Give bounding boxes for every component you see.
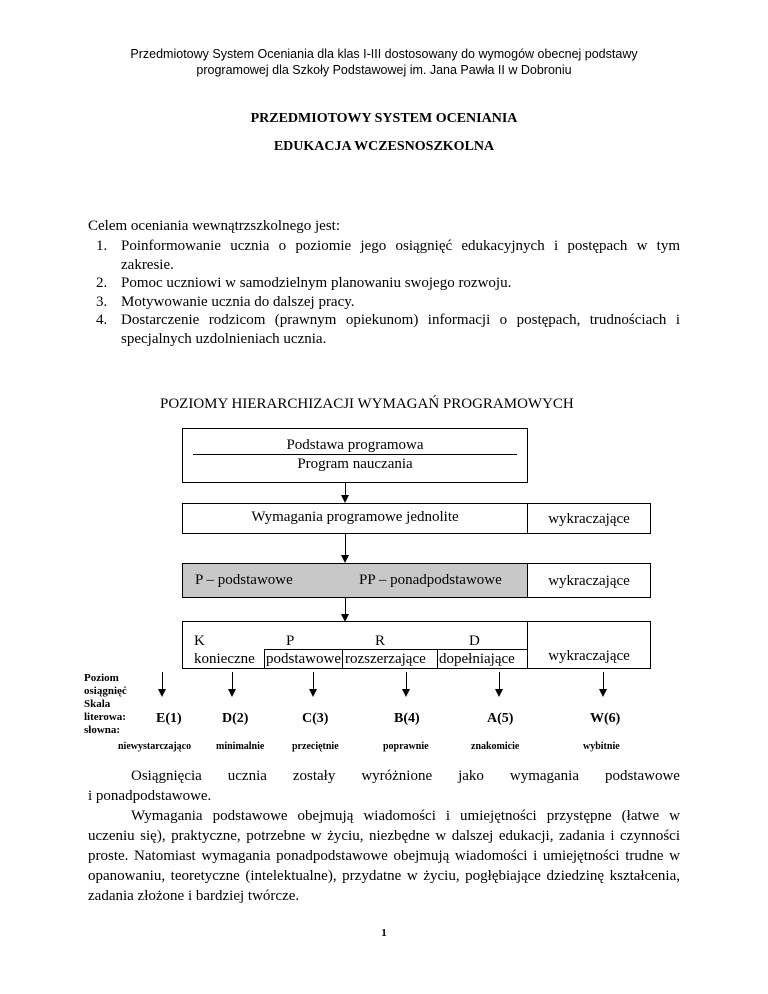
list-item: 4. Dostarczenie rodzicom (prawnym opiekunom) informacji o postępach, trudnościach i specjalnych uzdolnieniach ucznia. [96, 312, 680, 347]
word-outstanding: wybitnie [583, 741, 620, 752]
arrow-down-icon [495, 689, 503, 697]
box2-label: Wymagania programowe jednolite [251, 509, 459, 525]
section-title: POZIOMY HIERARCHIZACJI WYMAGAŃ PROGRAMOWYCH [160, 396, 574, 412]
box-basic-advanced [182, 563, 528, 598]
arrow-down-icon [309, 689, 317, 697]
box1-line2: Program nauczania [297, 456, 413, 472]
list-item: 1. Poinformowanie ucznia o poziomie jego osiągnięć edukacyjnych i postępach w tym zakresie. [96, 238, 680, 273]
intro-text: Celem oceniania wewnątrzszkolnego jest: [88, 218, 340, 234]
level-k: K [194, 633, 205, 649]
arrow-down-icon [341, 495, 349, 503]
document-subtitle: EDUKACJA WCZESNOSZKOLNA [273, 139, 495, 154]
box-exceeding-2 [527, 563, 651, 598]
page-header [0, 46, 768, 78]
level-d: D [469, 633, 480, 649]
header-line-2: programowej dla Szkoły Podstawowej im. Jana Pawła II w Dobroniu [196, 63, 572, 77]
arrow-line [406, 672, 407, 690]
box1-line1: Podstawa programowa [286, 437, 424, 453]
level-p-cell [264, 649, 343, 669]
arrow-down-icon [402, 689, 410, 697]
level-k-word: konieczne [194, 651, 255, 667]
exceeding-label: wykraczające [548, 648, 630, 664]
word-correct: poprawnie [383, 741, 429, 752]
grade-c: C(3) [302, 711, 329, 726]
arrow-down-icon [341, 555, 349, 563]
page-number: 1 [381, 927, 387, 939]
level-r-cell [342, 649, 438, 669]
arrow-line [345, 534, 346, 556]
header-line-1: Przedmiotowy System Oceniania dla klas I-III dostosowany do wymogów obecnej podstawy [130, 47, 638, 61]
list-item: 3. Motywowanie ucznia do dalszej pracy. [96, 293, 355, 310]
arrow-line [603, 672, 604, 690]
grade-w: W(6) [590, 711, 621, 726]
goals-list [96, 237, 680, 348]
arrow-down-icon [599, 689, 607, 697]
scale-label: Poziom osiągnięć Skala literowa: słowna: [84, 672, 127, 736]
arrow-line [313, 672, 314, 690]
list-item: 2. Pomoc uczniowi w samodzielnym planowaniu swojego rozwoju. [96, 275, 512, 291]
box-uniform-requirements [182, 503, 528, 534]
paragraph-1-line-2: i ponadpodstawowe. [88, 788, 212, 804]
word-average: przeciętnie [292, 741, 339, 752]
paragraph-2: Wymagania podstawowe obejmują wiadomości i umiejętności przystępne (łatwe w uczeniu się), praktyczne, potrzebne w życiu, niezbędne w dalszej edukacji, zadania i czynności proste. Natomiast wymagania ponadpodstawowe obejmują wiadomości i umiejętności trudne w opanowaniu, teoretyczne (intelektualne), przydatne w życiu, pogłębiające dziedzinę kształcenia, zadania złożone i bardziej twórcze. [88, 808, 680, 904]
grade-b: B(4) [394, 711, 420, 726]
word-minimal: minimalnie [216, 741, 265, 752]
exceeding-label: wykraczające [548, 511, 630, 527]
box-core-curriculum [182, 428, 528, 483]
exceeding-label: wykraczające [548, 573, 630, 589]
grade-e: E(1) [156, 711, 182, 726]
grade-a: A(5) [487, 711, 514, 726]
box-exceeding-1 [527, 503, 651, 534]
arrow-down-icon [158, 689, 166, 697]
level-r-word: rozszerzające [345, 651, 426, 667]
paragraph-1-line-1: Osiągnięcia ucznia zostały wyróżnione jako wymagania podstawowe [131, 768, 680, 784]
arrow-line [232, 672, 233, 690]
level-d-word: dopełniające [439, 651, 515, 667]
word-insufficient: niewystarczająco [118, 741, 192, 752]
box-exceeding-3 [527, 621, 651, 669]
level-p: P [286, 633, 295, 649]
document-title: PRZEDMIOTOWY SYSTEM OCENIANIA [250, 111, 518, 126]
level-d-cell [437, 649, 528, 669]
advanced-label: PP – ponadpodstawowe [359, 572, 502, 588]
arrow-line [499, 672, 500, 690]
level-p-word: podstawowe [266, 651, 341, 667]
basic-label: P – podstawowe [195, 572, 293, 588]
arrow-line [345, 598, 346, 615]
arrow-line [162, 672, 163, 690]
grade-d: D(2) [222, 711, 249, 726]
level-r: R [375, 633, 386, 649]
word-excellent: znakomicie [471, 741, 520, 752]
arrow-down-icon [228, 689, 236, 697]
